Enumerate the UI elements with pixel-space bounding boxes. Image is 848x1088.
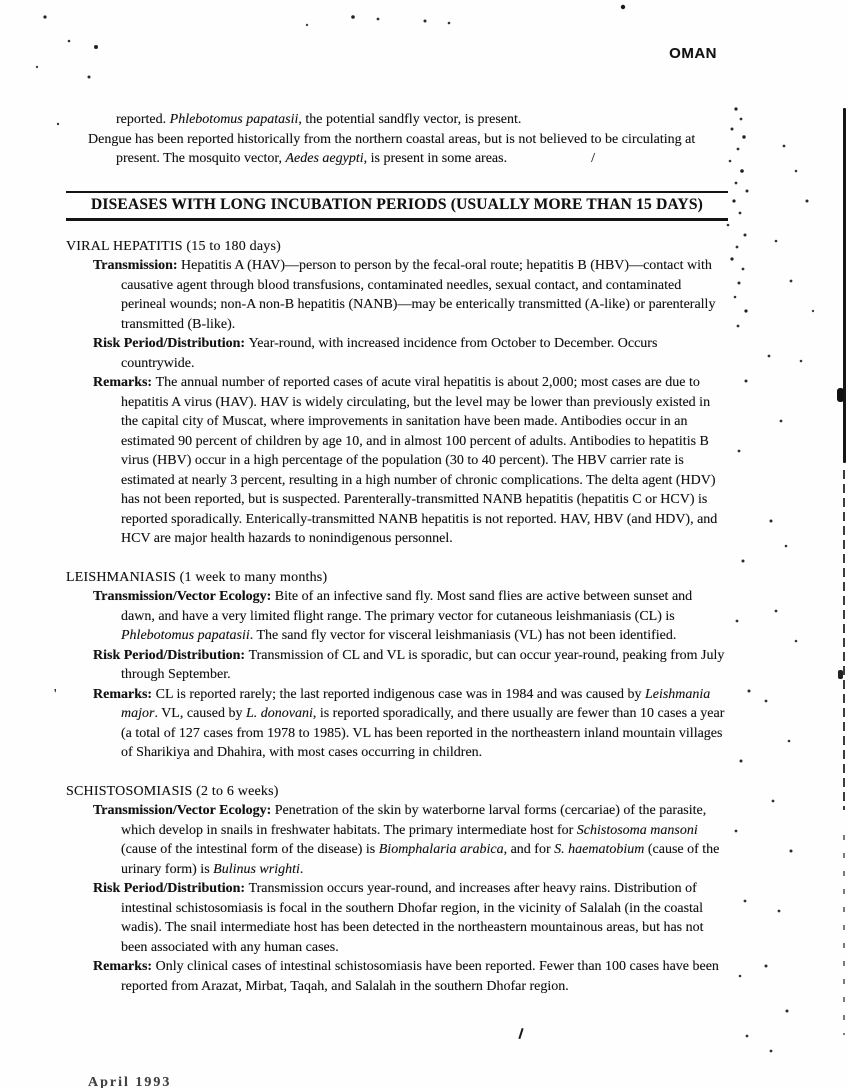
item-label: Remarks:: [93, 959, 156, 974]
body-text-run: . The sand fly vector for visceral leishmaniasis (VL) has not been identified.: [249, 628, 677, 643]
italic-species-name: S. haematobium: [554, 842, 645, 857]
item-label: Risk Period/Distribution:: [93, 647, 249, 663]
scan-blot: [837, 388, 844, 402]
intro-paragraph: [66, 110, 728, 130]
stray-slash-mark: /: [591, 151, 595, 166]
italic-species-name: Biomphalaria arabica: [378, 842, 504, 857]
italic-species-name: Phlebotomus papatasii: [121, 628, 250, 643]
disease-section: [54, 568, 728, 763]
body-text-run: Penetration of the skin by waterborne larval forms (cercariae) of the parasite, which develop in snails in freshwater habitats. The primary intermediate host for: [121, 803, 707, 838]
intro-paragraphs: [66, 110, 728, 169]
body-text-run: Dengue has been reported historically from the northern coastal areas, but is not believed to be circulating at present. The mosquito vector,: [88, 131, 696, 166]
section-item-paragraph: [66, 256, 728, 334]
body-text-run: Year-round, with increased incidence from October to December. Occurs countrywide.: [121, 336, 658, 371]
section-item-paragraph: [66, 957, 728, 996]
body-text-run: Hepatitis A (HAV)—person to person by the fecal-oral route; hepatitis B (HBV)—contact with causative agent through blood transfusions, contaminated needles, sexual contact, and contaminated perineal wounds; non-A non-B hepatitis (NANB)—may be enterically transmitted (A-like) or parenterally transmitted (B-like).: [121, 258, 716, 332]
section-item-paragraph: [66, 587, 728, 646]
document-body: [54, 110, 728, 996]
page-footer-date: April 1993: [88, 1075, 172, 1088]
body-text-run: The annual number of reported cases of acute viral hepatitis is about 2,000; most cases are due to hepatitis A virus (HAV). HAV is widely circulating, but the level may be lower than previously existed in the capital city of Muscat, where improvements in sanitation have been made. Antibodies occur in an estimated 90 percent of children by age 10, and in almost 100 percent of adults. Antibodies to hepatitis B virus (HBV) occur in a high percentage of the population (30 to 40 percent). The HBV carrier rate is estimated at nearly 3 percent, resulting in a high number of chronic complications. The delta agent (HDV) has not been reported, but is suspected. Parenterally-transmitted NANB hepatitis (hepatitis C or HCV) is reported sporadically. Enterically-transmitted NANB hepatitis is not reported. HAV, HBV (and HDV), and HCV are major health hazards to nonindigenous personnel.: [121, 375, 718, 546]
section-item-paragraph: [66, 879, 728, 957]
body-text-run: Transmission occurs year-round, and increases after heavy rains. Distribution of intestinal schistosomiasis is focal in the southern Dhofar region, in the vicinity of Salalah (in the coastal wadis). The snail intermediate host has been detected in the northeastern mountainous areas, but has not been associated with any human cases.: [121, 881, 704, 955]
body-text-run: , the potential sandfly vector, is present.: [298, 112, 522, 127]
item-label: Transmission:: [93, 258, 182, 273]
body-text-run: , and for: [503, 842, 555, 857]
disease-section: [66, 782, 728, 997]
item-label: Transmission/Vector Ecology:: [93, 589, 275, 604]
scan-edge-artifact: [843, 108, 846, 463]
body-text-run: .: [299, 861, 304, 877]
body-text-run: (cause of the urinary form) is: [121, 842, 720, 877]
italic-species-name: Phlebotomus papatasii: [169, 112, 299, 127]
disease-section: [66, 237, 728, 549]
disease-section-heading: VIRAL HEPATITIS (15 to 180 days): [66, 238, 281, 254]
scan-blot: [838, 670, 843, 679]
section-item-paragraph: [66, 373, 728, 549]
scan-edge-artifact: [843, 470, 845, 810]
body-text-run: , is reported sporadically, and there usually are fewer than 10 cases a year (a total of 127 cases from 1978 to 1985). VL has been reported in the northeastern inland mountain villages of Sharikiya and Dhahira, with most cases occurring in children.: [121, 706, 725, 760]
section-item-paragraph: [66, 801, 728, 879]
body-text-run: Transmission of CL and VL is sporadic, but can occur year-round, peaking from July through September.: [121, 647, 725, 682]
body-text-run: (cause of the intestinal form of the disease) is: [121, 842, 379, 857]
section-item-paragraph: [66, 334, 728, 373]
body-text-run: Bite of an infective sand fly. Most sand flies are active between sunset and dawn, and have a very limited flight range. The primary vector for cutaneous leishmaniasis (CL) is: [121, 589, 693, 624]
disease-section-heading: SCHISTOSOMIASIS (2 to 6 weeks): [66, 783, 279, 799]
italic-species-name: Leishmania major: [121, 686, 711, 721]
italic-species-name: L. donovani: [245, 706, 313, 721]
disease-section-heading: LEISHMANIASIS (1 week to many months): [66, 569, 328, 585]
italic-species-name: Bulinus wrighti: [213, 861, 300, 877]
item-label: Remarks:: [93, 686, 156, 702]
body-text-run: Only clinical cases of intestinal schistosomiasis have been reported. Fewer than 100 cases have been reported from Arazat, Mirbat, Taqah, and Salalah in the southern Dhofar region.: [121, 959, 719, 994]
item-label: Risk Period/Distribution:: [93, 336, 249, 351]
section-item-paragraph: [66, 646, 728, 685]
page-header-country: OMAN: [669, 45, 717, 62]
item-label: Risk Period/Distribution:: [93, 881, 249, 896]
item-label: Remarks:: [93, 375, 156, 390]
item-label: Transmission/Vector Ecology:: [93, 803, 275, 818]
intro-paragraph: [66, 130, 728, 169]
body-text-run: CL is reported rarely; the last reported indigenous case was in 1984 and was caused by: [155, 686, 645, 702]
stray-mark: [518, 1028, 523, 1039]
scan-noise: [0, 0, 2, 2]
section-item-paragraph: ' Remarks: CL is reported rarely; the last reported indigenous case was in 1984 and was caused by Leishmania major. VL, caused by L. donovani, is reported sporadically, and there usually are fewer than 10 cases a year (a total of 127 cases from 1978 to 1985). VL has been reported in the northeastern inland mountain villages of Sharikiya and Dhahira, with most cases occurring in children.: [54, 686, 725, 760]
body-text-run: , is present in some areas.: [363, 151, 508, 166]
body-text-run: reported.: [116, 112, 170, 127]
italic-species-name: Aedes aegypti: [285, 151, 364, 166]
body-text-run: . VL, caused by: [154, 706, 246, 721]
sections: [54, 237, 728, 997]
section-banner-title: DISEASES WITH LONG INCUBATION PERIODS (USUALLY MORE THAN 15 DAYS): [66, 191, 728, 221]
scan-edge-artifact: [843, 835, 845, 1035]
italic-species-name: Schistosoma mansoni: [576, 822, 698, 838]
